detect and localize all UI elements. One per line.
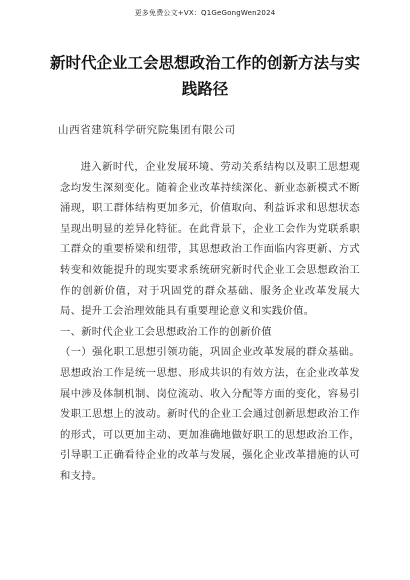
author-organization: 山西省建筑科学研究院集团有限公司: [58, 124, 236, 136]
intro-paragraph: 进入新时代，企业发展环境、劳动关系结构以及职工思想观念均发生深刻变化。随着企业改革持续深化、新业态新模式不断涌现，职工群体结构更加多元，价值取向、利益诉求和思想状态呈现出明显的差异化特征。在此背景下，企业工会作为党联系职工群众的重要桥梁和纽带，其思想政治工作面临内容更新、方式转变和效能提升的现实要求系统研究新时代企业工会思想政治工作的创新价值，对于巩固党的群众基础、服务企业改革发展大局、提升工会治理效能具有重要理论意义和实践价值。: [60, 161, 360, 318]
subsection-paragraph: （一）强化职工思想引领功能，巩固企业改革发展的群众基础。思想政治工作是统一思想、形成共识的有效方法，在企业改革发展中涉及体制机制、岗位流动、收入分配等方面的变化，容易引发职工思想上的波动。新时代的企业工会通过创新思想政治工作的形式，可以更加主动、更加准确地做好职工的思想政治工作，引导职工正确看待企业的改革与发展，强化企业改革措施的认可和支持。: [60, 346, 360, 482]
document-title: [40, 50, 370, 102]
document-title-line-1: 新时代企业工会思想政治工作的创新方法与实: [49, 54, 360, 72]
page-header-banner: 更多免费公文+VX：Q1GeGongWen2024: [134, 9, 276, 17]
document-title-line-2: 践路径: [181, 80, 229, 98]
document-body: [60, 157, 360, 487]
section-heading: 一、新时代企业工会思想政治工作的创新价值: [60, 325, 272, 338]
